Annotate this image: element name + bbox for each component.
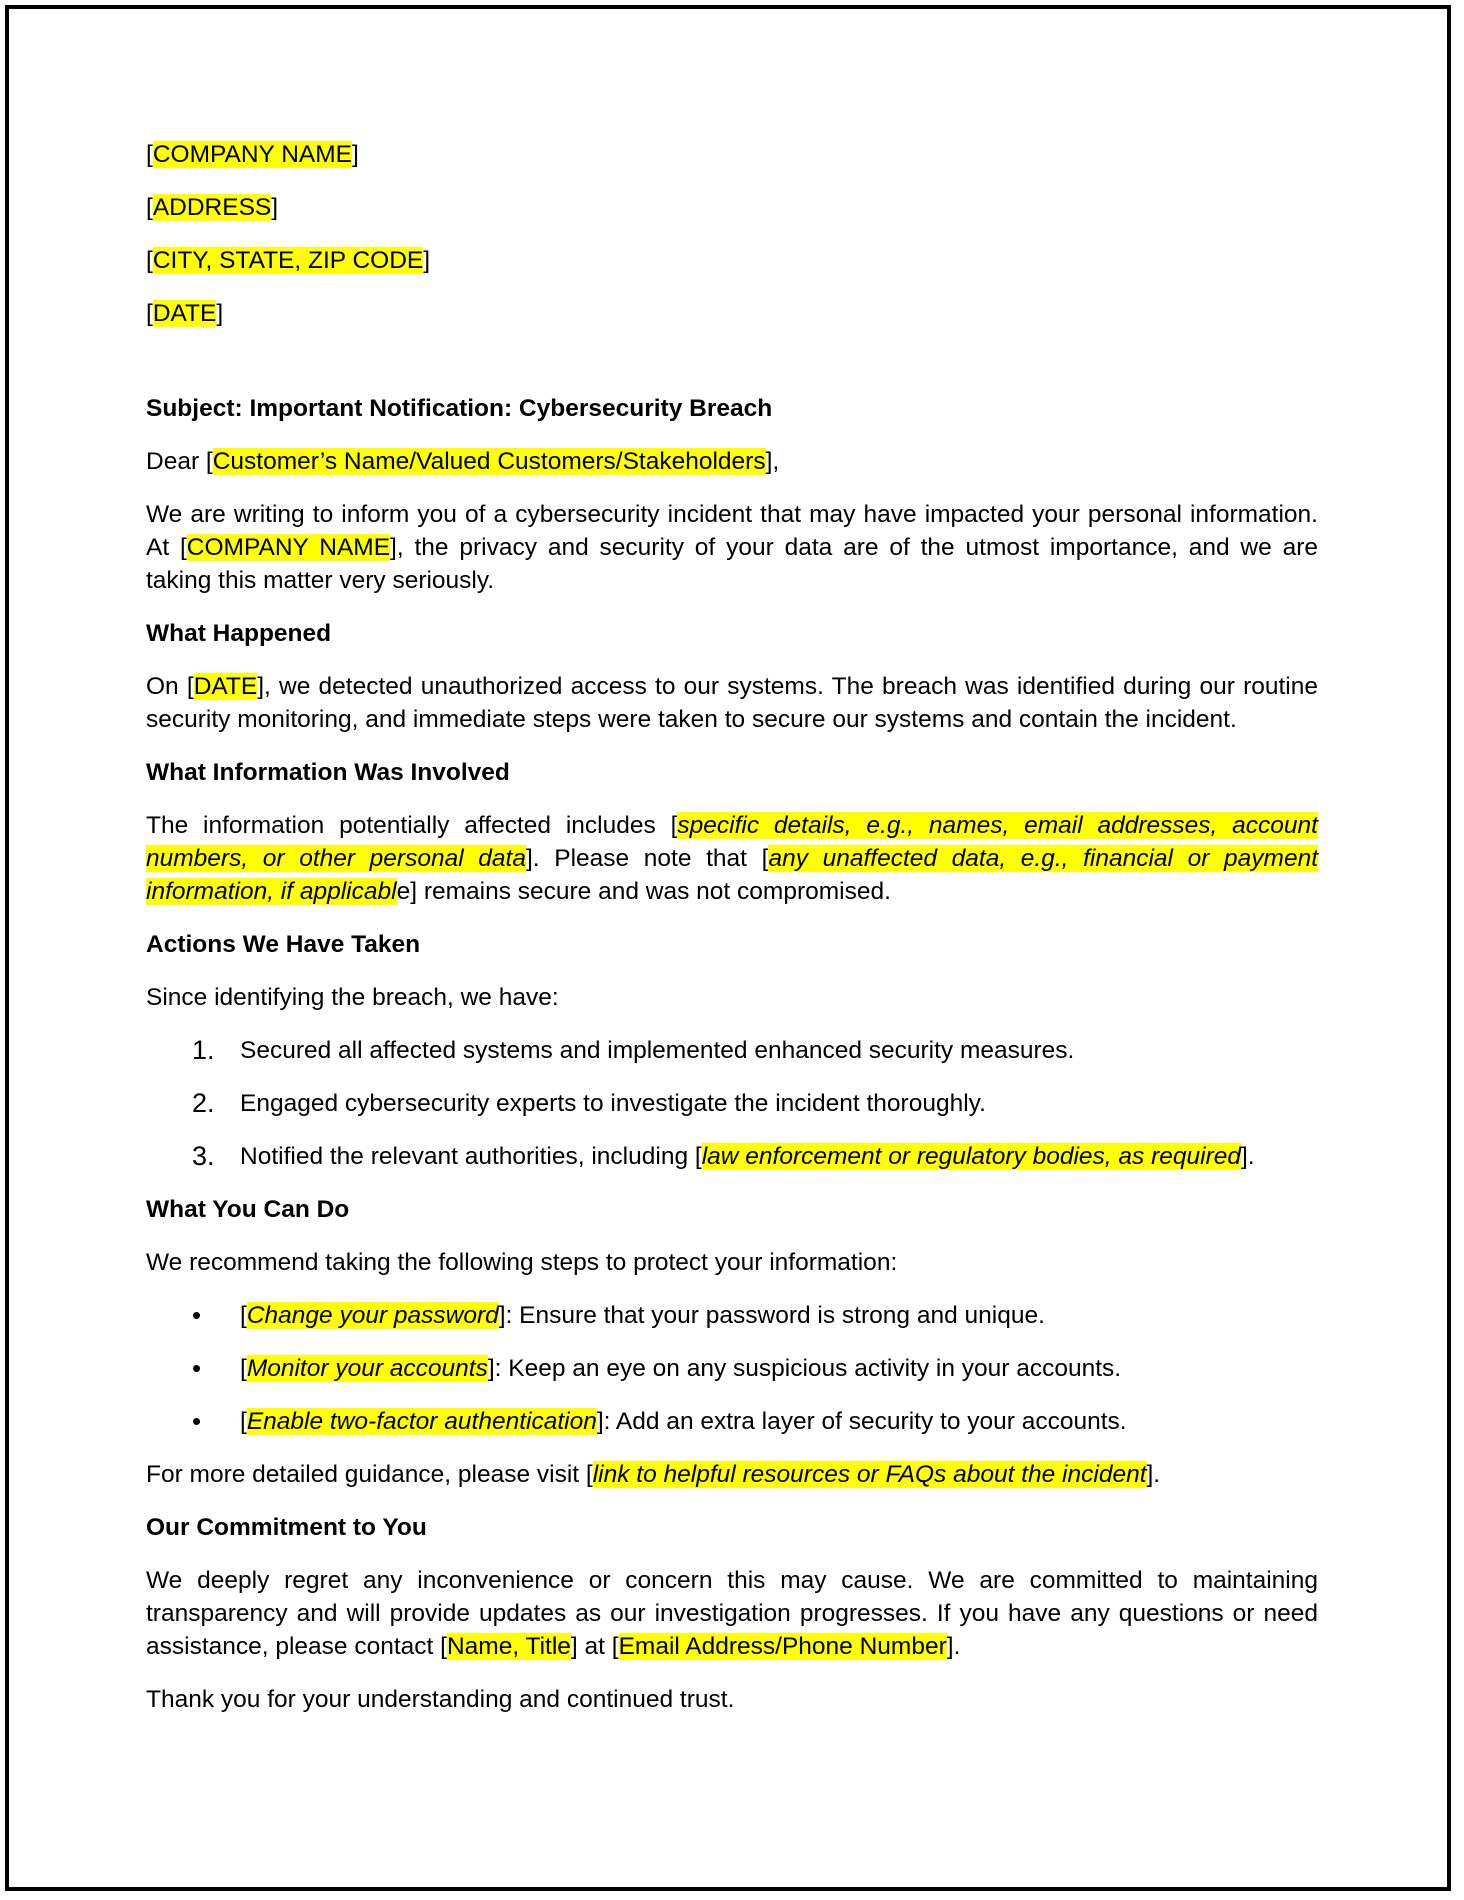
unaffected-data-placeholder: any unaffected data, e.g., financial or payment information, if applicabl <box>146 845 1319 905</box>
contact-name-placeholder: Name, Title <box>446 1633 571 1660</box>
address-line: [ADDRESS] <box>146 194 279 221</box>
list-item: 3. Notified the relevant authorities, including [law enforcement or regulatory bodies, as required]. <box>192 1141 1255 1171</box>
bullet-icon: • <box>192 1353 202 1383</box>
heading-what-happened: What Happened <box>146 620 332 647</box>
what-you-can-do-intro: We recommend taking the following steps to protect your information: <box>146 1249 898 1276</box>
subject-line: Subject: Important Notification: Cybersecurity Breach <box>146 395 773 422</box>
date-placeholder-inline: DATE <box>193 673 258 700</box>
list-item: • [Monitor your accounts]: Keep an eye on any suspicious activity in your accounts. <box>192 1353 1122 1383</box>
intro-paragraph: We are writing to inform you of a cybersecurity incident that may have impacted your personal information. At [COMPANY NAME], the privacy and security of your data are of the utmost importance, and we are taking this matter very seriously. <box>146 501 1318 594</box>
affected-data-placeholder: specific details, e.g., names, email addresses, account numbers, or other personal data <box>146 812 1318 872</box>
recipient-placeholder: Customer’s Name/Valued Customers/Stakeholders <box>212 448 766 475</box>
bullet-icon: • <box>192 1406 202 1436</box>
heading-commitment: Our Commitment to You <box>146 1514 427 1541</box>
contact-details-placeholder: Email Address/Phone Number <box>618 1633 947 1660</box>
list-item: • [Enable two-factor authentication]: Add an extra layer of security to your accounts. <box>192 1406 1127 1436</box>
actions-intro: Since identifying the breach, we have: <box>146 984 559 1011</box>
list-number: 3. <box>192 1141 215 1171</box>
city-placeholder: CITY, STATE, ZIP CODE <box>152 247 424 274</box>
heading-actions: Actions We Have Taken <box>146 931 421 958</box>
date-placeholder: DATE <box>152 300 217 327</box>
authorities-placeholder: law enforcement or regulatory bodies, as required <box>701 1143 1241 1170</box>
list-number: 1. <box>192 1035 215 1065</box>
letter-document <box>146 138 1318 1736</box>
city-line: [CITY, STATE, ZIP CODE] <box>146 247 431 274</box>
recommendation-label: Monitor your accounts <box>246 1355 488 1382</box>
heading-what-you-can-do: What You Can Do <box>146 1196 350 1223</box>
closing-line: Thank you for your understanding and continued trust. <box>146 1686 735 1713</box>
recommendations-list <box>146 1299 1318 1438</box>
commitment-paragraph: We deeply regret any inconvenience or concern this may cause. We are committed to maintaining transparency and will provide updates as our investigation progresses. If you have any questions or need assistance, please contact [Name, Title] at [Email Address/Phone Number]. <box>146 1567 1318 1660</box>
letterhead-block <box>146 138 1318 330</box>
date-line: [DATE] <box>146 300 224 327</box>
actions-list <box>146 1034 1318 1173</box>
address-placeholder: ADDRESS <box>152 194 272 221</box>
resources-link-placeholder: link to helpful resources or FAQs about the incident <box>592 1461 1147 1488</box>
company-placeholder-inline: COMPANY NAME <box>186 534 391 561</box>
heading-what-info: What Information Was Involved <box>146 759 510 786</box>
list-item: 2. Engaged cybersecurity experts to investigate the incident thoroughly. <box>192 1088 986 1118</box>
company-line: [COMPANY NAME] <box>146 141 359 168</box>
bullet-icon: • <box>192 1300 202 1330</box>
recommendation-label: Change your password <box>246 1302 499 1329</box>
list-item: 1. Secured all affected systems and implemented enhanced security measures. <box>192 1035 1075 1065</box>
what-happened-paragraph: On [DATE], we detected unauthorized access to our systems. The breach was identified during our routine security monitoring, and immediate steps were taken to secure our systems and contain the incident. <box>146 673 1318 733</box>
salutation: Dear [Customer’s Name/Valued Customers/Stakeholders], <box>146 448 780 475</box>
recommendation-label: Enable two-factor authentication <box>246 1408 597 1435</box>
list-number: 2. <box>192 1088 215 1118</box>
guidance-paragraph: For more detailed guidance, please visit [link to helpful resources or FAQs about the incident]. <box>146 1461 1161 1488</box>
list-item: • [Change your password]: Ensure that your password is strong and unique. <box>192 1300 1045 1330</box>
company-placeholder: COMPANY NAME <box>152 141 353 168</box>
what-info-paragraph: The information potentially affected includes [specific details, e.g., names, email addresses, account numbers, or other personal data]. Please note that [any unaffected data, e.g., financial or payment information, if applicable] remains secure and was not compromised. <box>146 812 1319 905</box>
